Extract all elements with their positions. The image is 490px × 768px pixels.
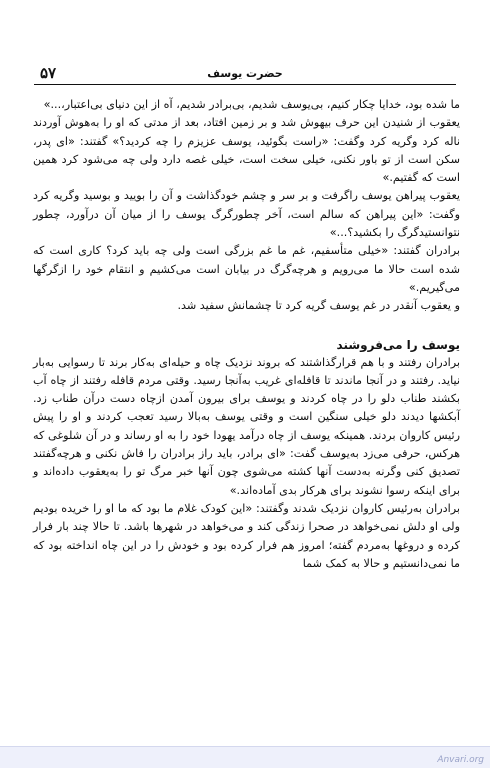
- paragraph-4: برادران گفتند: «خیلی متأسفیم، غم ما غم بزرگی است ولی چه باید کرد؟ کاری است که شده است حالا ما می‌رویم و هرچه‌گرگ در بیابان است می‌کشیم و انتقام خود را ازگرگها می‌گیریم.»: [33, 244, 460, 294]
- running-title: حضرت یوسف: [207, 67, 283, 80]
- page-body: [33, 96, 460, 573]
- paragraph-6: برادران رفتند و با هم قرارگذاشتند که بروند نزدیک چاه و حیله‌ای به‌کار برند تا رسوایی به‌بار نیاید. رفتند و در آنجا ماندند تا قافله‌ای غریب به‌آنجا رسید. وقتی مردم قافله رفتند از چاه آب بکشند طناب دلو را در چاه کردند و یوسف برای بیرون آمدن ازچاه دست درآن طناب زد. آبکشها دیدند دلو خیلی سنگین است و وقتی یوسف به‌بالا رسید تعجب کردند و او را پیش رئیس کاروان بردند. همینکه یوسف از چاه درآمد یهودا خود را به او رساند و در آن شلوغی که هرکس، حرفی می‌زد به‌یوسف گفت: «ای برادر، باید راز برادران را فاش نکنی و هرچه‌گفتند تصدیق کنی وگرنه به‌دست آنها کشته می‌شوی چون آنها خبر مرگ تو را به‌یعقوب داده‌اند و برای اینکه رسوا نشوند برای هرکار بدی آماده‌اند.»: [33, 355, 460, 497]
- section-gap: [33, 316, 460, 336]
- paragraph-2: یعقوب از شنیدن این حرف بیهوش شد و بر زمین افتاد، بعد از مدتی که او را به‌هوش آوردند ناله کرد وگریه کرد وگفت: «راست بگوئید، یوسف عزیزم را چه کردید؟» گفتند: «ای پدر، سکن است از تو باور نکنی، خیلی سخت است، خیلی غصه دارد ولی چه می‌شود کرد همین است که گفتیم.»: [33, 116, 460, 185]
- watermark: Anvari.org: [437, 755, 484, 765]
- paragraph-3: یعقوب پیراهن یوسف راگرفت و بر سر و چشم خودگذاشت و آن را بویید و بوسید وگریه کرد وگفت: «این پیراهن که سالم است، آخر چطورگرگ یوسف را از میان آن درآورد، چطور نتوانستیدگرگ را بکشید؟...»: [33, 189, 460, 240]
- paragraph-1: ما شده بود، خدایا چکار کنیم، بی‌یوسف شدیم، بی‌برادر شدیم، آه از این دنیای بی‌اعتبار،...»: [43, 98, 460, 111]
- page-header: [34, 62, 456, 85]
- footer-bar: [0, 746, 490, 768]
- section-heading: یوسف را می‌فروشند: [336, 337, 460, 352]
- page-number: ۵۷: [40, 64, 57, 82]
- paragraph-7: برادران به‌رئیس کاروان نزدیک شدند وگفتند: «این کودک غلام ما بود که ما او را خریده بودیم ولی او دلش نمی‌خواهد در صحرا زندگی کند و می‌خواهد در شهرها باشد. تا حالا چند بار فرار کرده و دروغها به‌مردم گفته؛ امروز هم فرار کرده بود و خودش را در این چاه انداخته بود که ما نمی‌دانستیم و حالا به کمک شما: [33, 501, 460, 570]
- paragraph-5: و یعقوب آنقدر در غم یوسف گریه کرد تا چشمانش سفید شد.: [177, 299, 460, 313]
